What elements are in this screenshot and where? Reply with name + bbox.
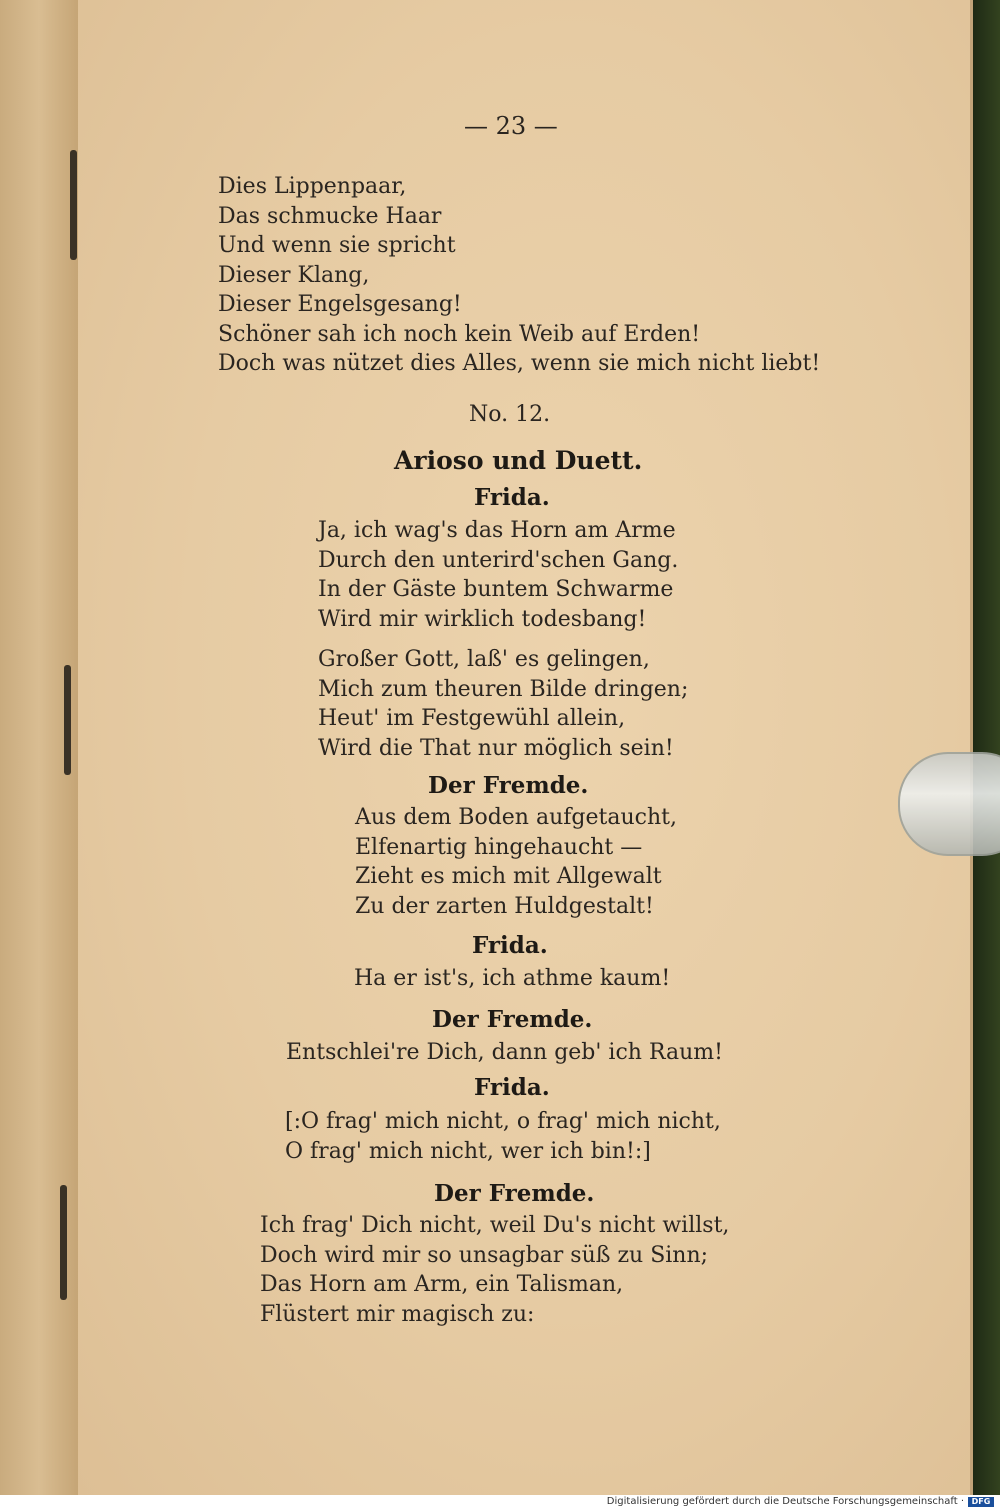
verse-line: In der Gäste buntem Schwarme (318, 577, 674, 602)
verse-line: Ich frag' Dich nicht, weil Du's nicht willst, (260, 1213, 730, 1238)
verse-line: Durch den unterird'schen Gang. (318, 547, 679, 573)
verse-line: Und wenn sie spricht (218, 233, 456, 258)
verse-line: Großer Gott, laß' es gelingen, (318, 647, 650, 672)
speaker-frida: Frida. (472, 932, 548, 959)
dfg-logo: DFG (968, 1497, 994, 1507)
verse-line: Elfenartig hingehaucht — (355, 834, 643, 860)
verse-line: Wird die That nur möglich sein! (318, 735, 674, 761)
verse-line: [:O frag' mich nicht, o frag' mich nicht, (285, 1109, 721, 1134)
verse-line: Zu der zarten Huldgestalt! (355, 893, 654, 919)
page-clip (898, 752, 1000, 856)
verse-line: O frag' mich nicht, wer ich bin!:] (285, 1138, 651, 1164)
verse-block-7 (285, 1107, 721, 1166)
verse-line: Entschlei're Dich, dann geb' ich Raum! (286, 1040, 724, 1065)
speaker-der-fremde: Der Fremde. (432, 1006, 593, 1033)
verse-line: Schöner sah ich noch kein Weib auf Erden! (218, 321, 701, 347)
book-cover-edge (973, 0, 1000, 1495)
verse-line: Dieser Klang, (218, 262, 370, 288)
verse-line: Dies Lippenpaar, (218, 174, 407, 199)
verse-line: Das Horn am Arm, ein Talisman, (260, 1272, 624, 1297)
verse-line: Flüstert mir magisch zu: (260, 1301, 535, 1327)
binding-stitch (64, 665, 71, 775)
verse-line: Wird mir wirklich todesbang! (318, 606, 647, 632)
verse-block-8 (260, 1211, 729, 1329)
speaker-frida: Frida. (474, 1074, 550, 1101)
speaker-der-fremde: Der Fremde. (428, 772, 589, 799)
binding-stitch (60, 1185, 67, 1300)
funding-credit: Digitalisierung gefördert durch die Deutsche Forschungsgemeinschaft · (606, 1496, 964, 1507)
verse-line: Ha er ist's, ich athme kaum! (354, 966, 671, 991)
verse-block-1 (218, 172, 820, 379)
verse-line: Doch was nützet dies Alles, wenn sie mich nicht liebt! (218, 351, 821, 376)
page-number: — 23 — (464, 112, 558, 140)
speaker-frida: Frida. (474, 484, 550, 511)
verse-block-2 (318, 516, 678, 634)
verse-line: Zieht es mich mit Allgewalt (355, 864, 662, 889)
verse-line: Mich zum theuren Bilde dringen; (318, 676, 689, 702)
verse-block-3 (318, 645, 688, 763)
number-line: No. 12. (469, 402, 551, 427)
speaker-der-fremde: Der Fremde. (434, 1180, 595, 1207)
binding-stitch (70, 150, 77, 260)
verse-line: Ja, ich wag's das Horn am Arme (318, 518, 676, 543)
verse-line: Dieser Engelsgesang! (218, 292, 462, 317)
verse-block-5 (354, 964, 670, 994)
verse-line: Doch wird mir so unsagbar süß zu Sinn; (260, 1242, 709, 1268)
verse-line: Aus dem Boden aufgetaucht, (355, 805, 677, 830)
section-title: Arioso und Duett. (394, 446, 643, 475)
verse-line: Das schmucke Haar (218, 203, 442, 229)
verse-block-4 (355, 803, 677, 921)
verse-line: Heut' im Festgewühl allein, (318, 706, 626, 731)
verse-block-6 (286, 1038, 723, 1068)
